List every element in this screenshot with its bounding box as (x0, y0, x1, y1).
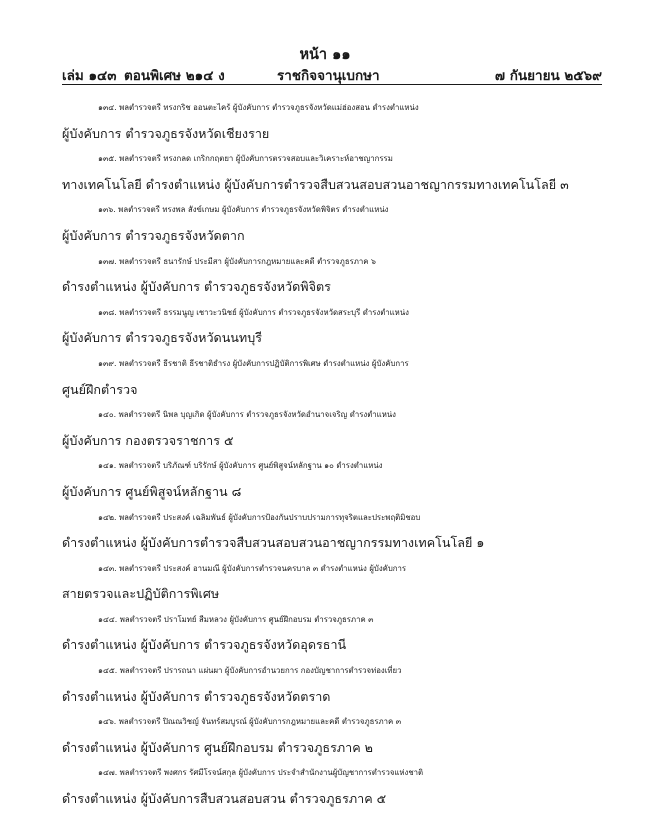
item-first-line: ๑๔๓. พลตำรวจตรี ประสงค์ อานมณี ผู้บังคับการตำรวจนครบาล ๓ ดำรงตำแหน่ง ผู้บังคับการ (98, 563, 407, 573)
item-first-line: ๑๓๙. พลตำรวจตรี ธีรชาติ ธีรชาติธำรง ผู้บังคับการปฏิบัติการพิเศษ ดำรงตำแหน่ง ผู้บังคับการ (98, 358, 409, 368)
list-item (62, 351, 602, 402)
issue-date: ๗ กันยายน ๒๕๖๙ (494, 68, 602, 84)
item-continuation-line: ศูนย์ฝึกตำรวจ (62, 381, 138, 397)
item-continuation-line: ดำรงตำแหน่ง ผู้บังคับการตำรวจสืบสวนสอบสวนอาชญากรรมทางเทคโนโลยี ๑ (62, 535, 485, 551)
list-item (62, 453, 602, 504)
item-continuation-line: ดำรงตำแหน่ง ผู้บังคับการ ตำรวจภูธรจังหวัดอุดรธานี (62, 637, 347, 653)
section-label: ตอนพิเศษ ๒๑๔ ง (124, 68, 225, 84)
list-item (62, 556, 602, 607)
item-continuation-line: ผู้บังคับการ กองตรวจราชการ ๕ (62, 432, 234, 448)
item-first-line: ๑๔๒. พลตำรวจตรี ประสงค์ เฉลิมพันธ์ ผู้บังคับการป้องกันปราบปรามการทุจริตและประพฤติมิชอบ (98, 512, 421, 522)
list-item (62, 95, 602, 146)
list-item (62, 300, 602, 351)
item-first-line: ๑๔๑. พลตำรวจตรี บริภัณฑ์ บริรักษ์ ผู้บังคับการ ศูนย์พิสูจน์หลักฐาน ๑๐ ดำรงตำแหน่ง (98, 461, 383, 471)
item-continuation-line: ดำรงตำแหน่ง ผู้บังคับการสืบสวนสอบสวน ตำรวจภูธรภาค ๕ (62, 791, 387, 807)
item-first-line: ๑๔๖. พลตำรวจตรี ปิณณวิชญ์ จันทร์สมบูรณ์ ผู้บังคับการกฎหมายและคดี ตำรวจภูธรภาค ๓ (98, 717, 402, 727)
list-item (62, 505, 602, 556)
header-rule (62, 84, 602, 85)
gazette-header (62, 64, 602, 84)
item-continuation-line: ทางเทคโนโลยี ดำรงตำแหน่ง ผู้บังคับการตำรวจสืบสวนสอบสวนอาชญากรรมทางเทคโนโลยี ๓ (62, 176, 569, 192)
list-item (62, 146, 602, 197)
list-item (62, 402, 602, 453)
item-continuation-line: ผู้บังคับการ ตำรวจภูธรจังหวัดตาก (62, 227, 245, 243)
item-first-line: ๑๔๔. พลตำรวจตรี ปราโมทย์ สีมหลวง ผู้บังคับการ ศูนย์ฝึกอบรม ตำรวจภูธรภาค ๓ (98, 614, 374, 624)
item-first-line: ๑๔๕. พลตำรวจตรี ปรารถนา แผ่นผา ผู้บังคับการอำนวยการ กองบัญชาการตำรวจท่องเที่ยว (98, 666, 402, 676)
list-item (62, 249, 602, 300)
volume-label: เล่ม ๑๔๓ (62, 68, 117, 84)
item-continuation-line: ผู้บังคับการ ศูนย์พิสูจน์หลักฐาน ๘ (62, 483, 242, 499)
item-first-line: ๑๓๘. พลตำรวจตรี ธรรมนูญ เชาวะวนิชย์ ผู้บังคับการ ตำรวจภูธรจังหวัดสระบุรี ดำรงตำแหน่ง (98, 307, 409, 317)
list-item (62, 197, 602, 248)
item-first-line: ๑๓๔. พลตำรวจตรี ทรงกริช ออนตะไคร้ ผู้บังคับการ ตำรวจภูธรจังหวัดแม่ฮ่องสอน ดำรงตำแหน่ง (98, 103, 419, 112)
item-continuation-line: ผู้บังคับการ ตำรวจภูธรจังหวัดนนทบุรี (62, 330, 262, 346)
list-item (62, 709, 602, 760)
list-item (62, 658, 602, 709)
item-first-line: ๑๔๐. พลตำรวจตรี นิพล บุญเกิด ผู้บังคับการ ตำรวจภูธรจังหวัดอำนาจเจริญ ดำรงตำแหน่ง (98, 410, 396, 420)
page-number: หน้า ๑๑ (299, 47, 351, 63)
item-first-line: ๑๓๗. พลตำรวจตรี ธนารักษ์ ประมีสา ผู้บังคับการกฎหมายและคดี ตำรวจภูธรภาค ๖ (98, 256, 376, 266)
item-continuation-line: สายตรวจและปฏิบัติการพิเศษ (62, 586, 220, 602)
list-item (62, 607, 602, 658)
gazette-title: ราชกิจจานุเบกษา (277, 68, 380, 84)
item-continuation-line: ดำรงตำแหน่ง ผู้บังคับการ ตำรวจภูธรจังหวัดตราด (62, 688, 331, 704)
item-continuation-line: ดำรงตำแหน่ง ผู้บังคับการ ศูนย์ฝึกอบรม ตำรวจภูธรภาค ๒ (62, 739, 373, 755)
item-first-line: ๑๔๗. พลตำรวจตรี พงศกร รัศมีโรจน์สกุล ผู้บังคับการ ประจำสำนักงานผู้บัญชาการตำรวจแห่งชาติ (98, 768, 424, 778)
appointment-list (62, 95, 602, 812)
item-continuation-line: ผู้บังคับการ ตำรวจภูธรจังหวัดเชียงราย (62, 125, 270, 141)
item-continuation-line: ดำรงตำแหน่ง ผู้บังคับการ ตำรวจภูธรจังหวัดพิจิตร (62, 279, 331, 295)
item-first-line: ๑๓๖. พลตำรวจตรี ทรงพล สังข์เกษม ผู้บังคับการ ตำรวจภูธรจังหวัดพิจิตร ดำรงตำแหน่ง (98, 205, 389, 215)
list-item (62, 760, 602, 811)
item-first-line: ๑๓๕. พลตำรวจตรี ทรงกลด เกริกกฤตยา ผู้บังคับการตรวจสอบและวิเคราะห์อาชญากรรม (98, 154, 393, 164)
